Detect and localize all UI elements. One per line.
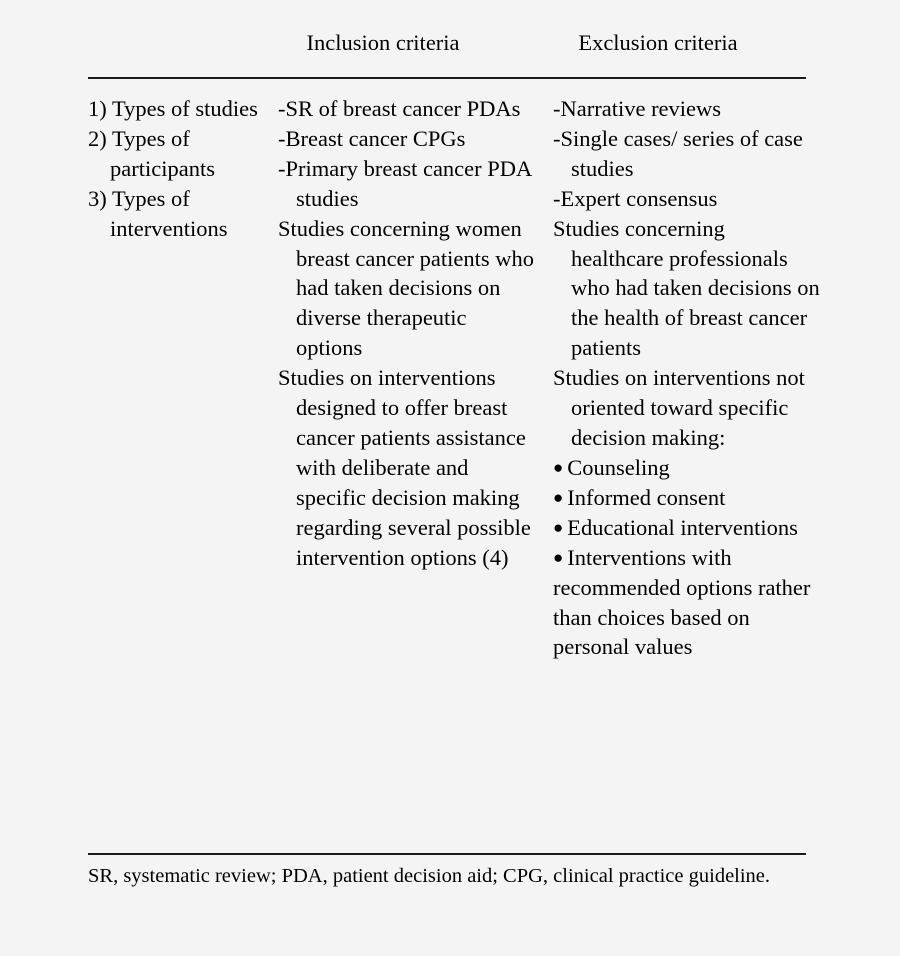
cell-inclusion-2: Studies concerning women breast cancer patients who had taken decisions on diverse therapeutic options [278,215,535,361]
column-row-labels [88,94,273,244]
bullet-label: Counseling [567,454,670,480]
list-item: -Narrative reviews [553,96,722,121]
bullet-icon: ● [553,517,564,537]
bullet-icon: ● [553,457,564,477]
list-item: -Single cases/ series of case studies [553,125,803,181]
bullet-icon: ● [553,487,564,507]
bullet-list-item [553,483,821,513]
table-header-row [88,28,806,68]
list-item: -SR of breast cancer PDAs [278,96,521,121]
table-footnote: SR, systematic review; PDA, patient decision aid; CPG, clinical practice guideline. [88,865,771,887]
bullet-label: Informed consent [567,484,726,510]
bullet-label: Educational interventions [567,514,798,540]
cell-exclusion-3-intro: Studies on interventions not oriented toward specific decision making: [553,365,805,450]
bullet-label: Interventions with recommended options rather than choices based on personal values [553,544,811,660]
column-exclusion [553,94,821,662]
cell-exclusion-1 [553,94,821,214]
cell-exclusion-2: Studies concerning healthcare professionals who had taken decisions on the health of breast cancer patients [553,215,820,361]
column-header-exclusion: Exclusion criteria [578,30,738,55]
list-item: -Expert consensus [553,185,718,211]
bullet-icon: ● [553,547,564,567]
row-label-2: 2) Types of participants [88,125,215,181]
bullet-list-item [553,543,821,663]
bullet-list-item [553,513,821,543]
cell-exclusion-3 [553,363,821,662]
column-inclusion [278,94,538,573]
cell-inclusion-1 [278,94,538,214]
row-label-1: 1) Types of studies [88,96,258,121]
list-item: -Breast cancer CPGs [278,125,466,151]
cell-inclusion-3: Studies on interventions designed to offer breast cancer patients assistance with deliberate and specific decision making regarding several possible intervention options (4) [278,365,531,570]
bullet-list-item [553,453,821,483]
row-label-3: 3) Types of interventions [88,185,228,241]
list-item: -Primary breast cancer PDA studies [278,155,532,211]
column-header-inclusion: Inclusion criteria [306,30,460,55]
table-top-rule [88,77,806,79]
table-bottom-rule [88,853,806,855]
